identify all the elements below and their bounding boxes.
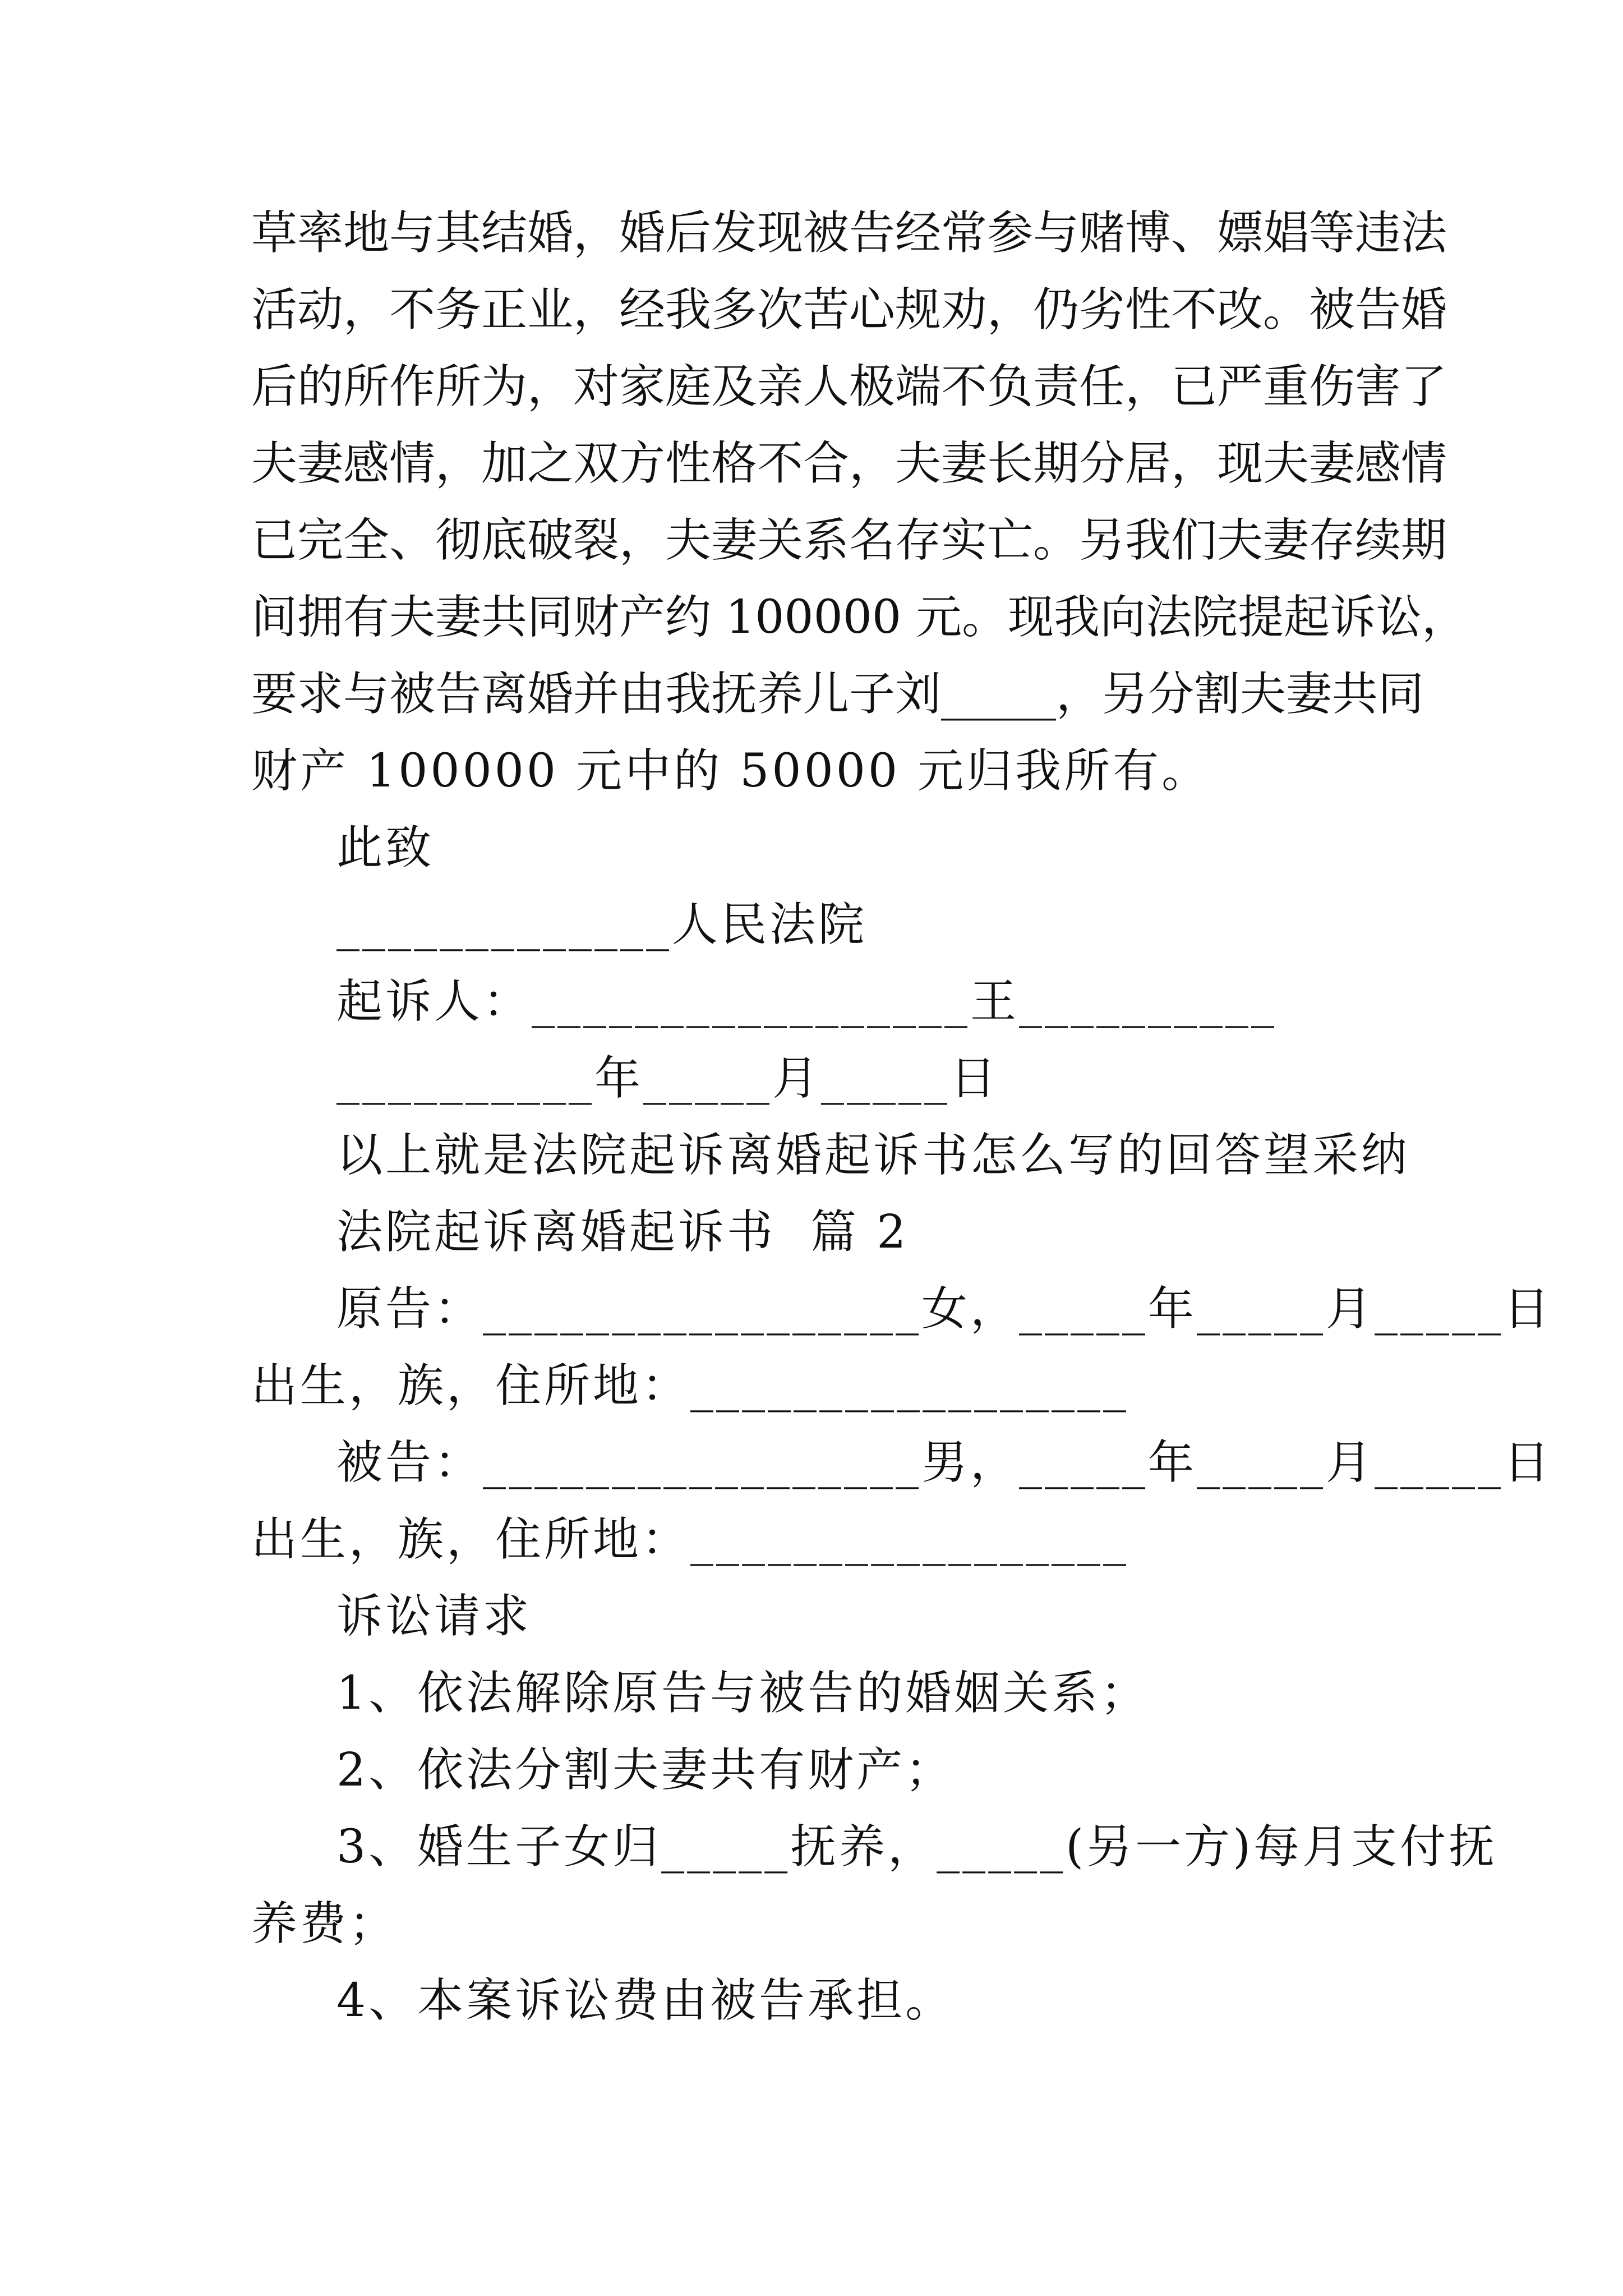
plaintiff-address-line: 出生，族，住所地：_________________ xyxy=(251,1359,1129,1412)
defendant-info-line: 被告：_________________男，_____年_____月_____日 xyxy=(336,1436,1552,1489)
defendant-address-line: 出生，族，住所地：_________________ xyxy=(251,1513,1129,1566)
body-text-line: 间拥有夫妻共同财产约 100000 元。现我向法院提起诉讼， xyxy=(251,591,1468,644)
body-text-line: 夫妻感情，加之双方性格不合，夫妻长期分居，现夫妻感情 xyxy=(251,437,1447,490)
body-text-line: 后的所作所为，对家庭及亲人极端不负责任，已严重伤害了 xyxy=(251,360,1447,413)
claim-item-continuation: 养费； xyxy=(251,1897,398,1950)
plaintiff-info-line: 原告：_________________女，_____年_____月_____日 xyxy=(336,1282,1552,1336)
date-line: __________年_____月_____日 xyxy=(336,1052,999,1105)
body-text-line: 活动，不务正业，经我多次苦心规劝，仍劣性不改。被告婚 xyxy=(251,283,1447,337)
claim-item: 1、依法解除原告与被告的婚姻关系； xyxy=(336,1667,1150,1720)
body-text-line: 草率地与其结婚，婚后发现被告经常参与赌博、嫖娼等违法 xyxy=(251,206,1447,260)
body-text-line: 财产 100000 元中的 50000 元归我所有。 xyxy=(251,744,1211,798)
court-name-line: _____________人民法院 xyxy=(336,898,868,951)
plaintiff-signature-line: 起诉人：_________________王__________ xyxy=(336,975,1277,1028)
body-text-line: 已完全、彻底破裂，夫妻关系名存实亡。另我们夫妻存续期 xyxy=(251,514,1447,567)
claim-item: 4、本案诉讼费由被告承担。 xyxy=(336,1974,955,2027)
body-text-line: 要求与被告离婚并由我抚养儿子刘_____，另分割夫妻共同 xyxy=(251,668,1424,721)
section-heading: 法院起诉离婚起诉书 篇 2 xyxy=(336,1205,909,1259)
claim-item: 2、依法分割夫妻共有财产； xyxy=(336,1743,955,1797)
claim-item: 3、婚生子女归_____抚养，_____(另一方)每月支付抚 xyxy=(336,1820,1498,1874)
closing-note: 以上就是法院起诉离婚起诉书怎么写的回答望采纳 xyxy=(336,1129,1410,1182)
claims-heading: 诉讼请求 xyxy=(336,1590,532,1643)
salutation: 此致 xyxy=(336,821,435,875)
